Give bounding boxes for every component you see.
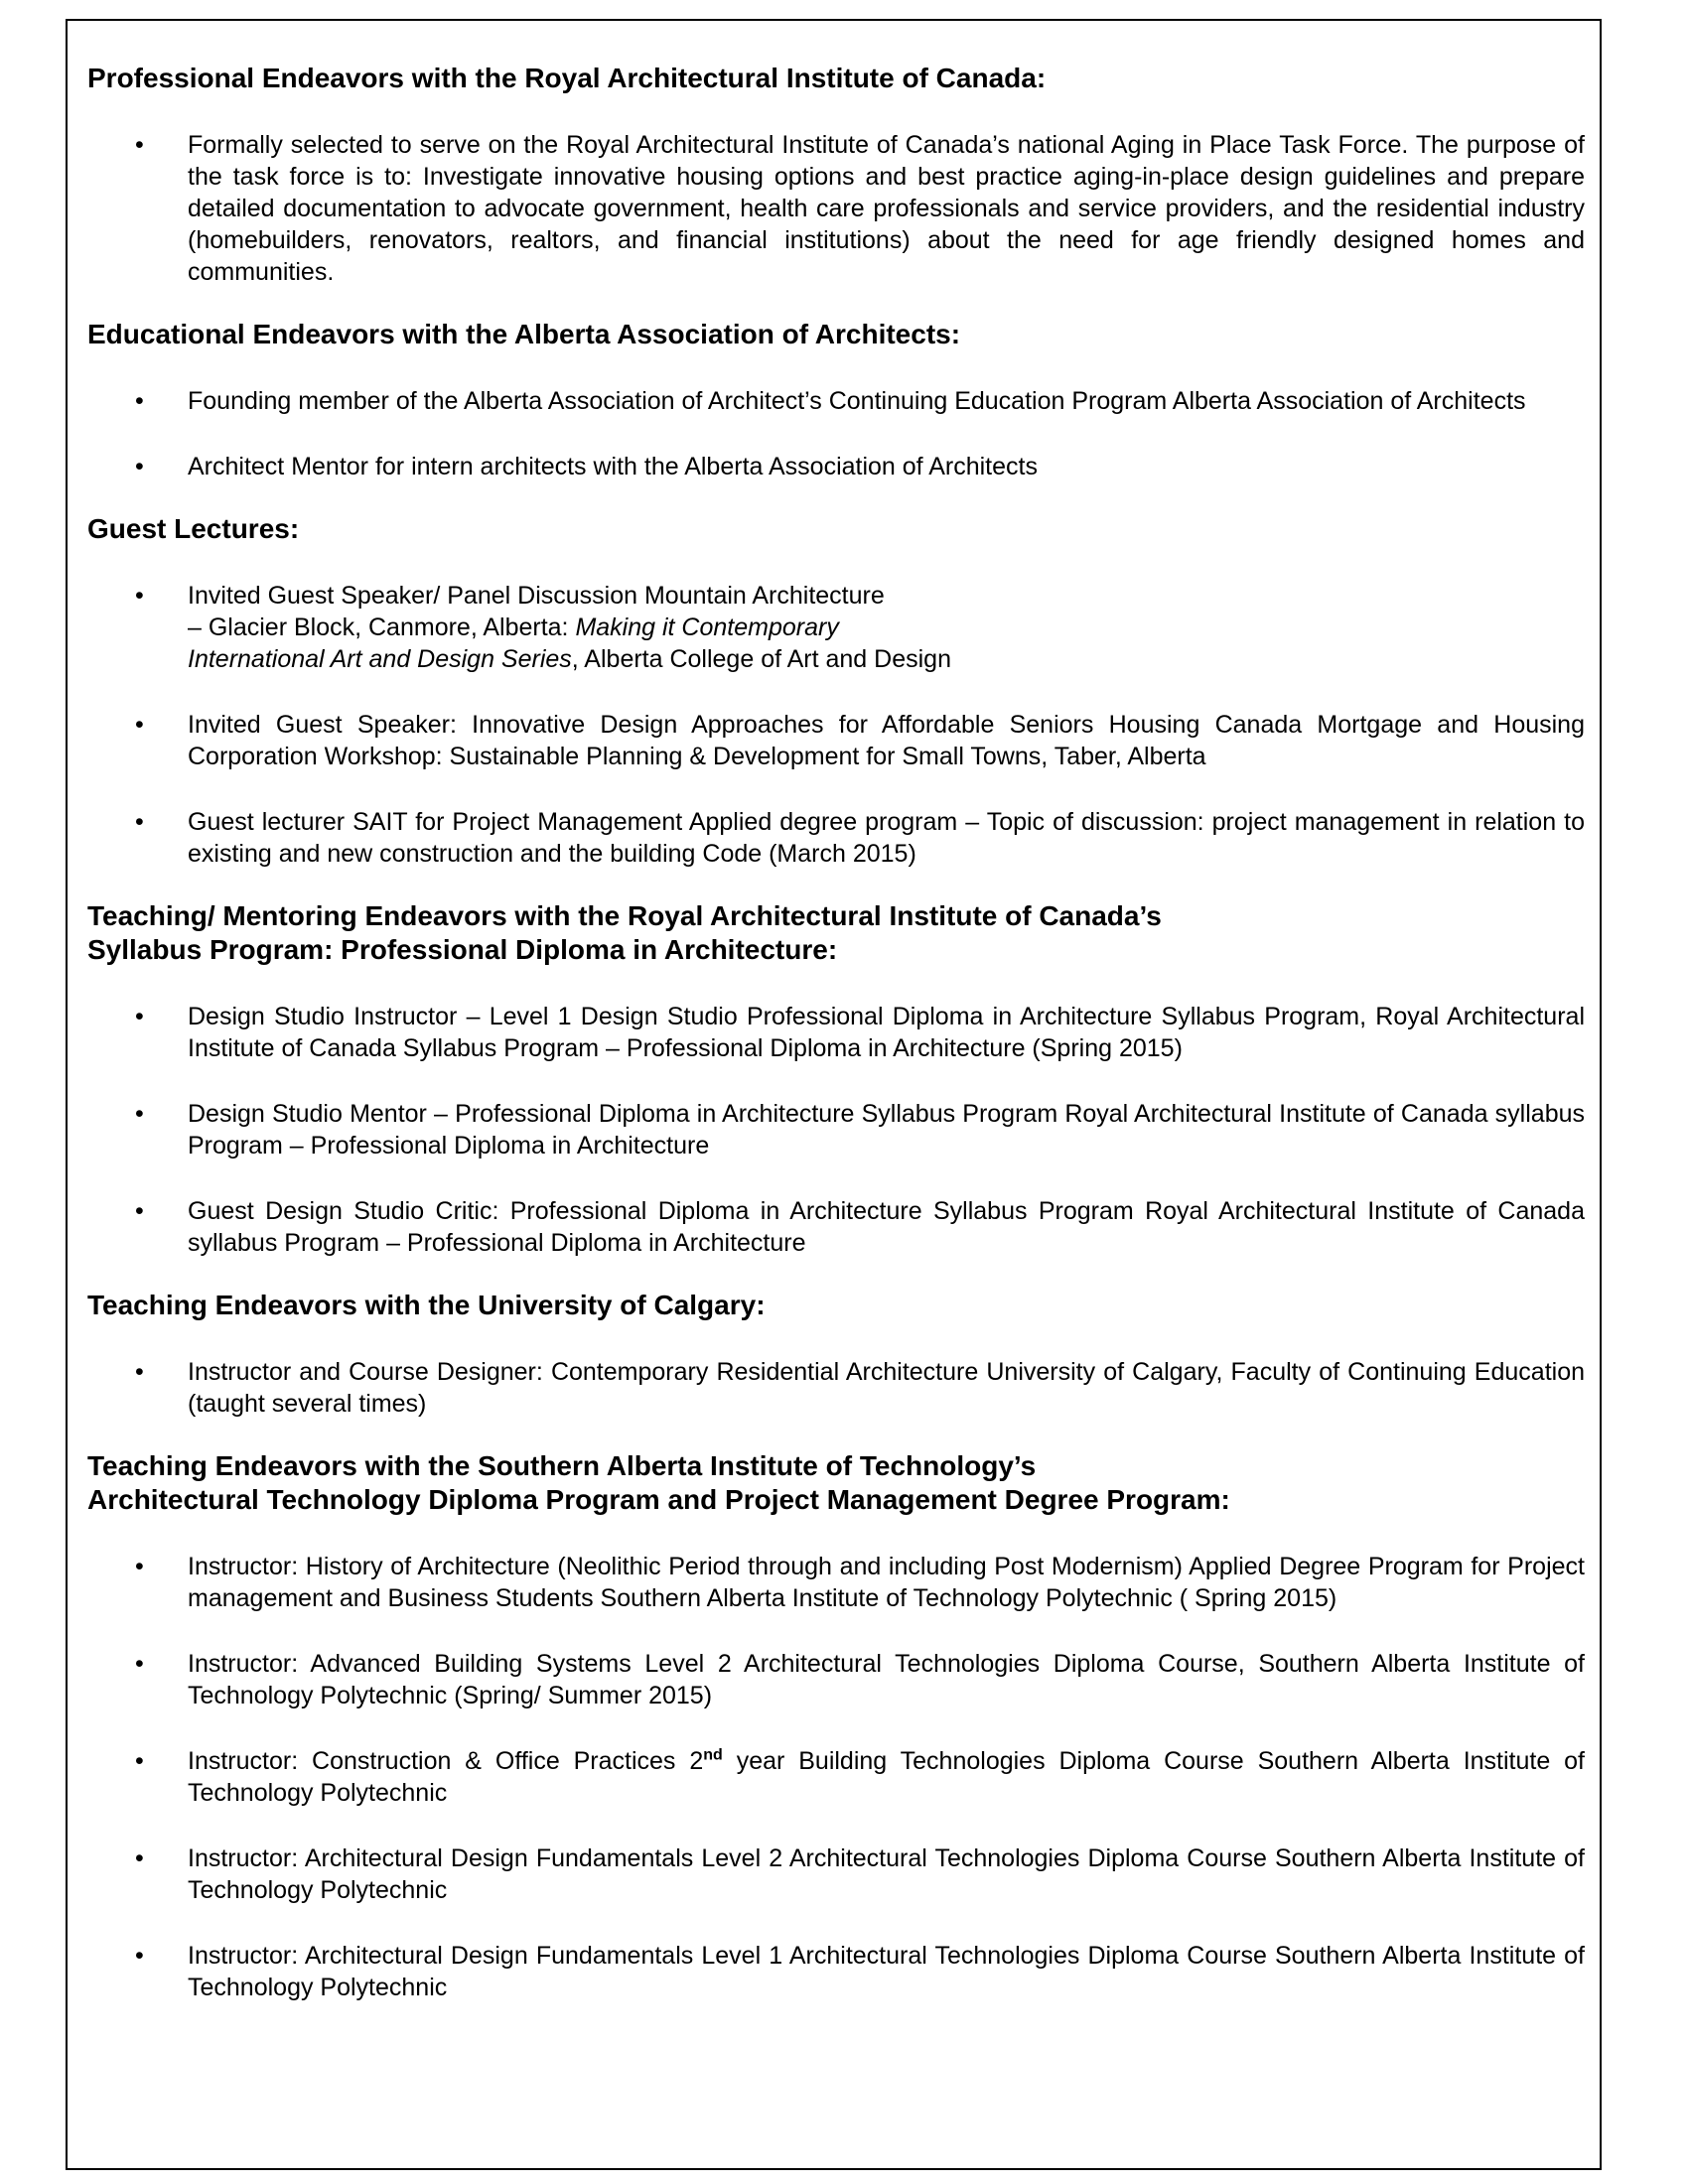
series-title: Making it Contemporary [575, 614, 839, 641]
list-item [87, 806, 1585, 870]
list-item-text: Design Studio Instructor – Level 1 Design Studio Professional Diploma in Architecture Syllabus Program, Royal Architectural Institute of Canada Syllabus Program – Professional Diploma in Architecture (Spring 2015) [188, 1003, 1585, 1062]
bullet-icon: • [135, 387, 144, 415]
list-item [87, 1001, 1585, 1064]
bullet-list [87, 1356, 1585, 1420]
list-item-text: Guest lecturer SAIT for Project Management Applied degree program – Topic of discussion: project management in relation to existing and new construction and the building Code (March 2015) [188, 808, 1585, 868]
section-heading [87, 899, 1585, 967]
list-item-text: – Glacier Block, Canmore, Alberta: [188, 614, 576, 641]
bullet-list [87, 1001, 1585, 1259]
list-item-text: Formally selected to serve on the Royal Architectural Institute of Canada’s national Aging in Place Task Force. The purpose of the task force is to: Investigate innovative housing options and best practice aging-in-place design guidelines and prepare detailed documentation to advocate government, health care professionals and service providers, and the residential industry (homebuilders, renovators, realtors, and financial institutions) about the need for age friendly designed homes and communities. [188, 131, 1585, 286]
section-heading-line: Syllabus Program: Professional Diploma in Architecture: [87, 934, 838, 965]
bullet-icon: • [135, 1942, 144, 1970]
list-item-text: Instructor: Architectural Design Fundamentals Level 1 Architectural Technologies Diploma Course Southern Alberta Institute of Technology Polytechnic [188, 1942, 1585, 2001]
list-item [87, 1745, 1585, 1809]
bullet-icon: • [135, 1844, 144, 1872]
series-title: International Art and Design Series [188, 645, 572, 673]
list-item-text [188, 643, 1585, 675]
list-item-text: Instructor: Construction & Office Practices 2 [188, 1747, 704, 1775]
section-heading-line: Teaching/ Mentoring Endeavors with the Royal Architectural Institute of Canada’s [87, 900, 1162, 931]
list-item [87, 451, 1585, 482]
section-aaa-educational [87, 318, 1585, 482]
list-item [87, 580, 1585, 675]
bullet-icon: • [135, 453, 144, 480]
list-item [87, 1940, 1585, 2003]
list-item [87, 129, 1585, 288]
bullet-icon: • [135, 1553, 144, 1580]
list-item [87, 385, 1585, 417]
bullet-list [87, 385, 1585, 482]
section-ucalgary [87, 1289, 1585, 1420]
bullet-icon: • [135, 582, 144, 610]
bullet-icon: • [135, 1650, 144, 1678]
section-raic-syllabus [87, 899, 1585, 1259]
list-item-text: Architect Mentor for intern architects with the Alberta Association of Architects [188, 453, 1038, 480]
list-item-text: Instructor: Advanced Building Systems Level 2 Architectural Technologies Diploma Course, Southern Alberta Institute of Technology Polytechnic (Spring/ Summer 2015) [188, 1650, 1585, 1709]
list-item-text: Design Studio Mentor – Professional Diploma in Architecture Syllabus Program Royal Architectural Institute of Canada syllabus Program – Professional Diploma in Architecture [188, 1100, 1585, 1160]
bullet-icon: • [135, 711, 144, 739]
list-item [87, 709, 1585, 772]
list-item-text: Invited Guest Speaker: Innovative Design Approaches for Affordable Seniors Housing Canada Mortgage and Housing Corporation Workshop: Sustainable Planning & Development for Small Towns, Taber, Alberta [188, 711, 1585, 770]
list-item [87, 1648, 1585, 1711]
bullet-icon: • [135, 1100, 144, 1128]
bullet-icon: • [135, 1003, 144, 1030]
bullet-icon: • [135, 1747, 144, 1775]
list-item-text: year Building Technologies Diploma Course Southern Alberta Institute of Technology Polytechnic [188, 1747, 1585, 1807]
section-heading-line: Architectural Technology Diploma Program and Project Management Degree Program: [87, 1484, 1230, 1515]
list-item-text: Founding member of the Alberta Association of Architect’s Continuing Education Program Alberta Association of Architects [188, 387, 1526, 415]
section-heading: Professional Endeavors with the Royal Architectural Institute of Canada: [87, 63, 1047, 93]
list-item [87, 1098, 1585, 1161]
section-heading: Teaching Endeavors with the University of Calgary: [87, 1290, 766, 1320]
list-item-text: Invited Guest Speaker/ Panel Discussion Mountain Architecture [188, 582, 885, 610]
list-item-text [188, 1747, 1585, 1807]
list-item-text: Guest Design Studio Critic: Professional Diploma in Architecture Syllabus Program Royal Architectural Institute of Canada syllabus Program – Professional Diploma in Architecture [188, 1197, 1585, 1257]
section-sait [87, 1449, 1585, 2003]
list-item [87, 1843, 1585, 1906]
bullet-list [87, 580, 1585, 870]
bullet-list [87, 129, 1585, 288]
list-item [87, 1195, 1585, 1259]
bullet-icon: • [135, 1197, 144, 1225]
bullet-list [87, 1551, 1585, 2003]
section-heading-line: Teaching Endeavors with the Southern Alberta Institute of Technology’s [87, 1450, 1037, 1481]
section-heading: Guest Lectures: [87, 513, 300, 544]
section-heading: Educational Endeavors with the Alberta Association of Architects: [87, 319, 961, 349]
list-item-text: Instructor: Architectural Design Fundamentals Level 2 Architectural Technologies Diploma Course Southern Alberta Institute of Technology Polytechnic [188, 1844, 1585, 1904]
list-item-text [188, 612, 1585, 643]
ordinal-superscript: nd [703, 1746, 723, 1764]
list-item-text: Instructor and Course Designer: Contemporary Residential Architecture University of Calgary, Faculty of Continuing Education (taught several times) [188, 1358, 1585, 1418]
section-raic-professional [87, 62, 1585, 288]
bullet-icon: • [135, 131, 144, 159]
section-guest-lectures [87, 512, 1585, 870]
document-body [87, 62, 1585, 2033]
section-heading [87, 1449, 1585, 1517]
list-item [87, 1356, 1585, 1420]
list-item [87, 1551, 1585, 1614]
bullet-icon: • [135, 808, 144, 836]
list-item-text: , Alberta College of Art and Design [571, 645, 951, 673]
bullet-icon: • [135, 1358, 144, 1386]
list-item-text: Instructor: History of Architecture (Neolithic Period through and including Post Modernism) Applied Degree Program for Project management and Business Students Southern Alberta Institute of Technology Polytechnic ( Spring 2015) [188, 1553, 1585, 1612]
